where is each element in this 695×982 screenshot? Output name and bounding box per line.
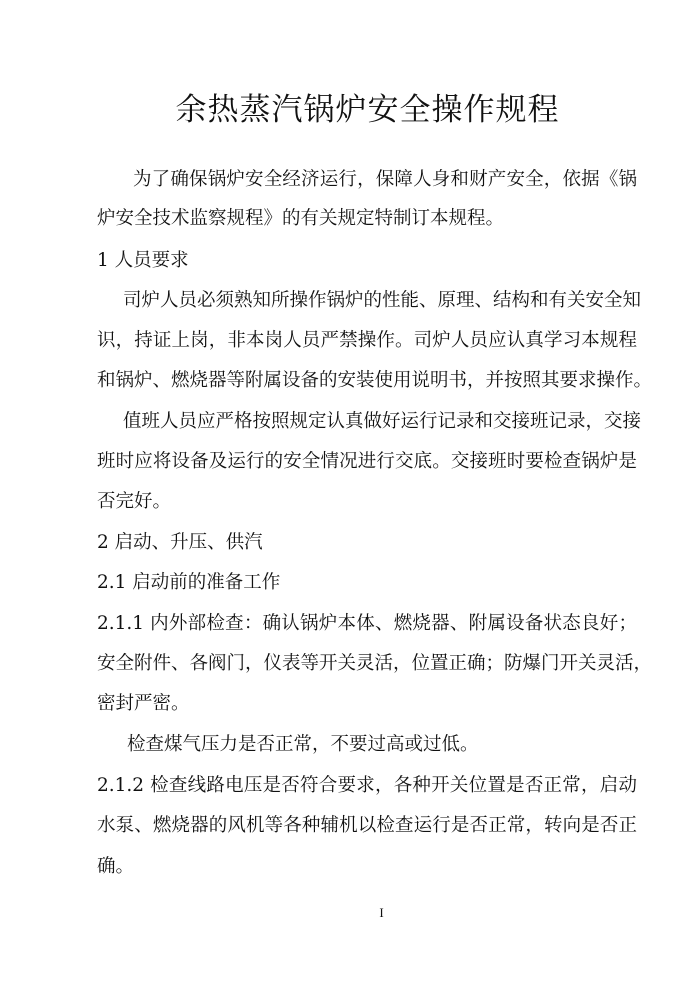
para-1-line-2: 识，持证上岗，非本岗人员严禁操作。司炉人员应认真学习本规程 [97,330,637,351]
intro-line-2: 炉安全技术监察规程》的有关规定特制订本规程。 [97,208,505,229]
para-1-line-1: 司炉人员必须熟知所操作锅炉的性能、原理、结构和有关安全知 [123,290,642,311]
para-2-1-1-line-2: 安全附件、各阀门，仪表等开关灵活，位置正确；防爆门开关灵活， [97,653,653,674]
para-2-line-2: 班时应将设备及运行的安全情况进行交底。交接班时要检查锅炉是 [97,451,637,472]
section-2-heading: 2 启动、升压、供汽 [97,532,263,553]
para-2-1-2-line-1: 2.1.2 检查线路电压是否符合要求，各种开关位置是否正常，启动 [97,775,637,796]
section-1-heading: 1 人员要求 [97,250,189,271]
para-2-line-3: 否完好。 [97,491,172,512]
para-2-1-1-line-3: 密封严密。 [97,693,190,714]
para-2-1-1-line-1: 2.1.1 内外部检查：确认锅炉本体、燃烧器、附属设备状态良好； [97,613,637,634]
intro-line-1: 为了确保锅炉安全经济运行，保障人身和财产安全，依据《锅 [133,169,637,190]
page-number: I [379,905,384,920]
para-gas-check: 检查煤气压力是否正常，不要过高或过低。 [127,734,479,755]
para-2-1-2-line-2: 水泵、燃烧器的风机等各种辅机以检查运行是否正常，转向是否正 [97,815,637,836]
para-2-1-2-line-3: 确。 [97,856,135,877]
para-2-line-1: 值班人员应严格按照规定认真做好运行记录和交接班记录，交接 [123,411,642,432]
para-1-line-3: 和锅炉、燃烧器等附属设备的安装使用说明书，并按照其要求操作。 [97,370,653,391]
page-title: 余热蒸汽锅炉安全操作规程 [175,92,560,128]
section-2-1-heading: 2.1 启动前的准备工作 [97,572,281,593]
